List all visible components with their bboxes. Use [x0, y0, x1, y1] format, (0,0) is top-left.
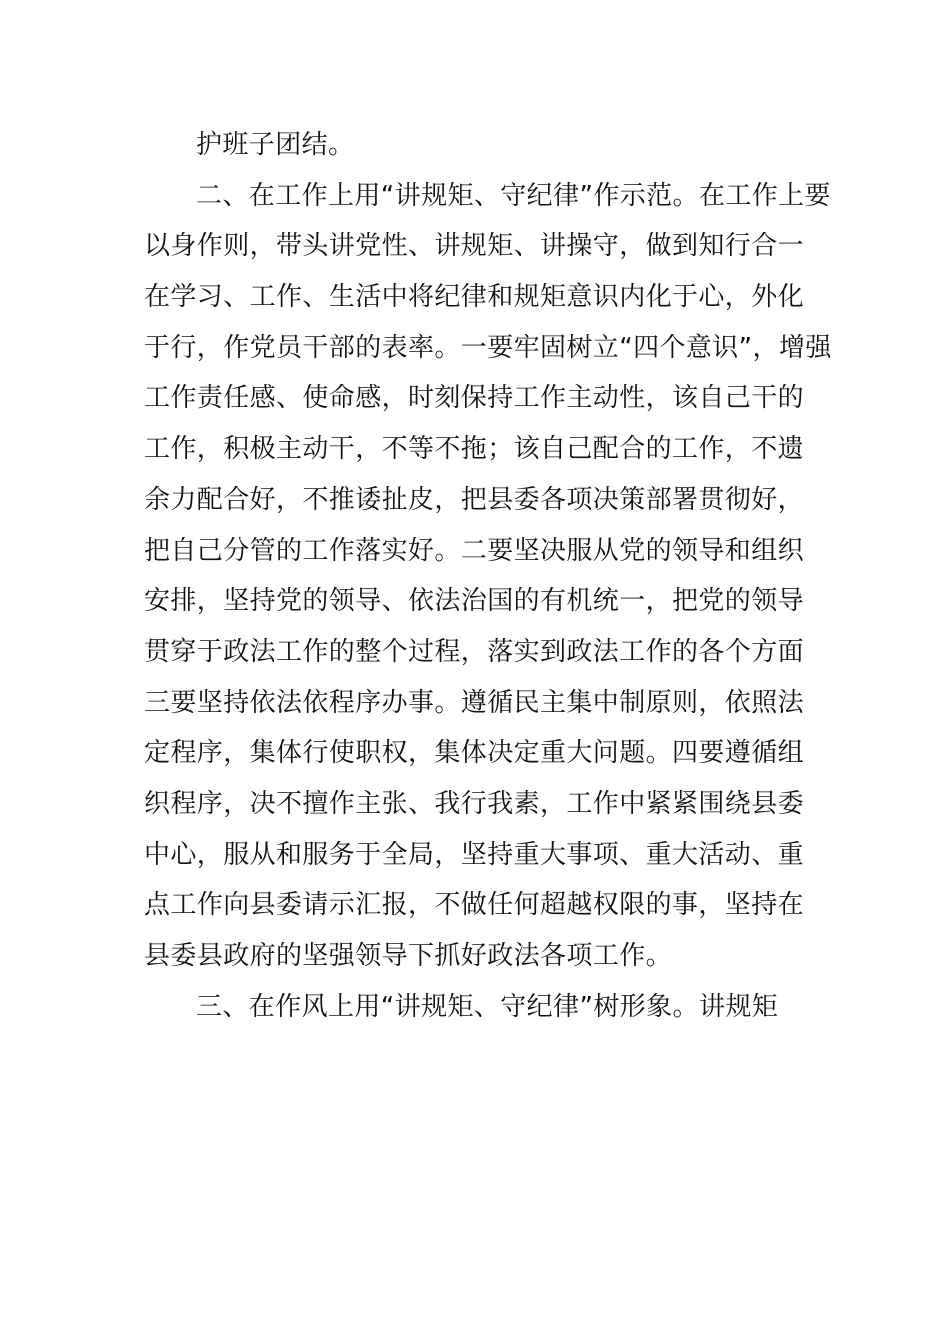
text-line: 护班子团结。: [196, 130, 355, 160]
text-line: 余力配合好，不推诿扯皮，把县委各项决策部署贯彻好，: [144, 484, 805, 515]
text-line: 工作责任感、使命感，时刻保持工作主动性，该自己干的: [144, 383, 805, 414]
text-line: 以身作则，带头讲党性、讲规矩、讲操守，做到知行合一: [144, 231, 805, 262]
text-line: 织程序，决不擅作主张、我行我素，工作中紧紧围绕县委: [144, 788, 805, 819]
text-line: 于行，作党员干部的表率。一要牢固树立“四个意识”，增强: [144, 332, 832, 363]
text-line: 贯穿于政法工作的整个过程，落实到政法工作的各个方面: [144, 636, 805, 667]
text-line: 定程序，集体行使职权，集体决定重大问题。四要遵循组: [144, 738, 805, 769]
text-line: 县委县政府的坚强领导下抓好政法各项工作。: [144, 941, 673, 971]
text-line: 三要坚持依法依程序办事。遵循民主集中制原则，依照法: [144, 687, 805, 718]
text-line: 点工作向县委请示汇报，不做任何超越权限的事，坚持在: [144, 890, 805, 921]
body-text: [144, 120, 832, 1032]
text-line: 安排，坚持党的领导、依法治国的有机统一，把党的领导: [144, 586, 805, 617]
text-line: 把自己分管的工作落实好。二要坚决服从党的领导和组织: [144, 535, 805, 566]
text-line: 中心，服从和服务于全局，坚持重大事项、重大活动、重: [144, 839, 805, 870]
section-heading-two: 二、在工作上用“讲规矩、守纪律”作示范。在工作上要: [196, 180, 831, 211]
text-line: 在学习、工作、生活中将纪律和规矩意识内化于心，外化: [144, 282, 805, 313]
section-heading-three: 三、在作风上用“讲规矩、守纪律”树形象。讲规矩: [196, 991, 779, 1022]
text-line: 工作，积极主动干，不等不拖；该自己配合的工作，不遗: [144, 434, 805, 465]
